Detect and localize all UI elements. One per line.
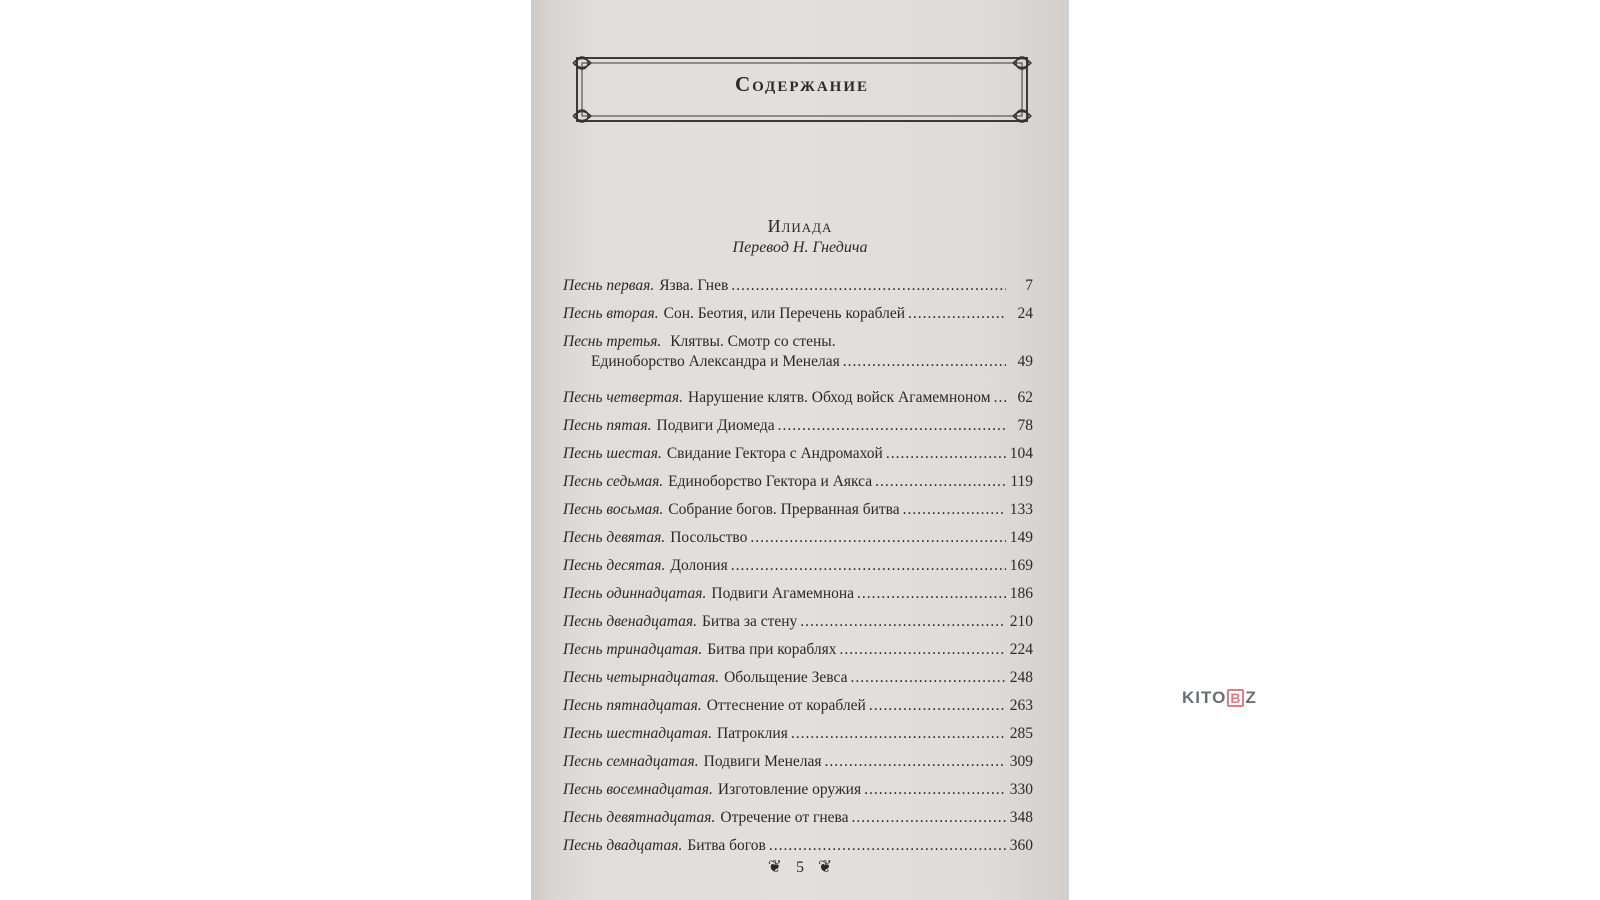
canto-label: Песнь четвертая. <box>563 389 683 406</box>
page-number: 210 <box>1009 613 1033 630</box>
canto-label: Песнь шестнадцатая. <box>563 725 712 742</box>
canto-label: Песнь семнадцатая. <box>563 753 699 770</box>
page-number: 330 <box>1009 781 1033 798</box>
canto-title: Долония <box>670 557 728 574</box>
section-title: Илиада <box>767 216 833 236</box>
canto-title: Нарушение клятв. Обход войск Агамемноном <box>688 389 991 406</box>
canto-title: Подвиги Агамемнона <box>711 585 855 602</box>
canto-title: Отречение от гнева <box>720 809 849 826</box>
watermark-prefix: KITO <box>1182 688 1227 707</box>
page-number: 224 <box>1009 641 1033 658</box>
canto-title: Подвиги Менелая <box>703 753 822 770</box>
canto-title: Обольщение Зевса <box>724 669 848 686</box>
watermark-suffix: Z <box>1245 688 1257 707</box>
dot-leader <box>852 808 1006 828</box>
canto-title-continued: Единоборство Александра и Менелая <box>591 353 840 370</box>
page-number: 104 <box>1009 445 1033 462</box>
toc-entry <box>563 804 1033 832</box>
canto-title: Оттеснение от кораблей <box>706 697 866 714</box>
dot-leader <box>800 612 1006 632</box>
canto-label: Песнь первая. <box>563 277 655 294</box>
page-number: 309 <box>1009 753 1033 770</box>
canto-label: Песнь восьмая. <box>563 501 664 518</box>
canto-title: Подвиги Диомеда <box>656 417 775 434</box>
canto-label: Песнь двадцатая. <box>563 837 683 854</box>
canto-title: Посольство <box>670 529 748 546</box>
dot-leader <box>843 352 1006 372</box>
contents-heading: Содержание <box>734 72 870 96</box>
canto-title: Битва при кораблях <box>707 641 837 658</box>
toc-entry <box>563 720 1033 748</box>
toc-entry <box>563 832 1033 860</box>
page-number: 7 <box>1025 277 1033 294</box>
toc-entry <box>563 692 1033 720</box>
canto-title: Собрание богов. Прерванная битва <box>668 501 900 518</box>
canto-label: Песнь одиннадцатая. <box>563 585 707 602</box>
dot-leader <box>825 752 1006 772</box>
toc-entry <box>563 468 1033 496</box>
toc-entry <box>563 776 1033 804</box>
canto-title: Единоборство Гектора и Аякса <box>668 473 873 490</box>
dot-leader <box>857 584 1006 604</box>
page-number: 119 <box>1010 473 1033 490</box>
toc-entry <box>563 496 1033 524</box>
canto-label: Песнь шестая. <box>563 445 662 462</box>
dot-leader <box>875 472 1006 492</box>
page-number: 248 <box>1009 669 1033 686</box>
dot-leader <box>778 416 1006 436</box>
page-number: 133 <box>1009 501 1033 518</box>
canto-label: Песнь пятая. <box>563 417 652 434</box>
page-number: 348 <box>1009 809 1033 826</box>
dot-leader <box>731 276 1006 296</box>
dot-leader <box>769 836 1006 856</box>
canto-label: Песнь двенадцатая. <box>563 613 697 630</box>
page-number: 360 <box>1009 837 1033 854</box>
site-watermark-logo <box>1182 688 1257 708</box>
toc-entry <box>563 524 1033 552</box>
canto-label: Песнь четырнадцатая. <box>563 669 720 686</box>
toc-entry <box>563 412 1033 440</box>
table-of-contents <box>563 272 1033 860</box>
canto-label: Песнь девятнадцатая. <box>563 809 716 826</box>
toc-entry <box>563 272 1033 300</box>
toc-entry <box>563 384 1033 412</box>
page-number: 62 <box>1017 389 1033 406</box>
toc-entry <box>563 636 1033 664</box>
page-number: 186 <box>1009 585 1033 602</box>
dot-leader <box>864 780 1006 800</box>
dot-leader <box>903 500 1006 520</box>
dot-leader <box>731 556 1006 576</box>
dot-leader <box>908 304 1006 324</box>
canto-label: Песнь тринадцатая. <box>563 641 703 658</box>
toc-entry <box>563 748 1033 776</box>
dot-leader <box>886 444 1006 464</box>
canto-title: Патроклия <box>717 725 788 742</box>
canto-title: Свидание Гектора с Андромахой <box>666 445 883 462</box>
page-number: 149 <box>1009 529 1033 546</box>
page-number: 169 <box>1009 557 1033 574</box>
toc-entry <box>563 608 1033 636</box>
canto-label: Песнь третья. <box>563 333 662 350</box>
page-number: 24 <box>1017 305 1033 322</box>
canto-title: Сон. Беотия, или Перечень кораблей <box>663 305 905 322</box>
canto-title: Клятвы. Смотр со стены. <box>670 333 836 350</box>
canto-title: Битва за стену <box>702 613 798 630</box>
dot-leader <box>994 388 1006 408</box>
fleuron-icon: ❦ <box>767 857 782 876</box>
canto-label: Песнь вторая. <box>563 305 659 322</box>
canto-title: Изготовление оружия <box>717 781 862 798</box>
page-number: 49 <box>1017 353 1033 370</box>
dot-leader <box>791 724 1006 744</box>
toc-entry <box>563 552 1033 580</box>
canto-label: Песнь восемнадцатая. <box>563 781 713 798</box>
heading-frame <box>571 52 1033 127</box>
canto-title: Битва богов <box>687 837 766 854</box>
toc-entry <box>563 328 1033 384</box>
canto-title: Язва. Гнев <box>659 277 729 294</box>
page-number: 78 <box>1017 417 1033 434</box>
page-folio <box>531 857 1069 877</box>
toc-entry <box>563 300 1033 328</box>
toc-entry <box>563 440 1033 468</box>
dot-leader <box>750 528 1006 548</box>
canto-label: Песнь седьмая. <box>563 473 664 490</box>
page-number: 263 <box>1009 697 1033 714</box>
canto-label: Песнь десятая. <box>563 557 666 574</box>
translator-subtitle: Перевод Н. Гнедича <box>732 239 868 256</box>
fleuron-icon: ❦ <box>818 857 833 876</box>
toc-entry <box>563 580 1033 608</box>
dot-leader <box>850 668 1006 688</box>
dot-leader <box>840 640 1006 660</box>
book-page-scan <box>531 0 1069 900</box>
dot-leader <box>869 696 1006 716</box>
page-number: 285 <box>1009 725 1033 742</box>
canto-label: Песнь пятнадцатая. <box>563 697 702 714</box>
watermark-boxed-letter: B <box>1227 689 1244 707</box>
folio-page-number: 5 <box>796 859 804 876</box>
canto-label: Песнь девятая. <box>563 529 666 546</box>
toc-entry <box>563 664 1033 692</box>
